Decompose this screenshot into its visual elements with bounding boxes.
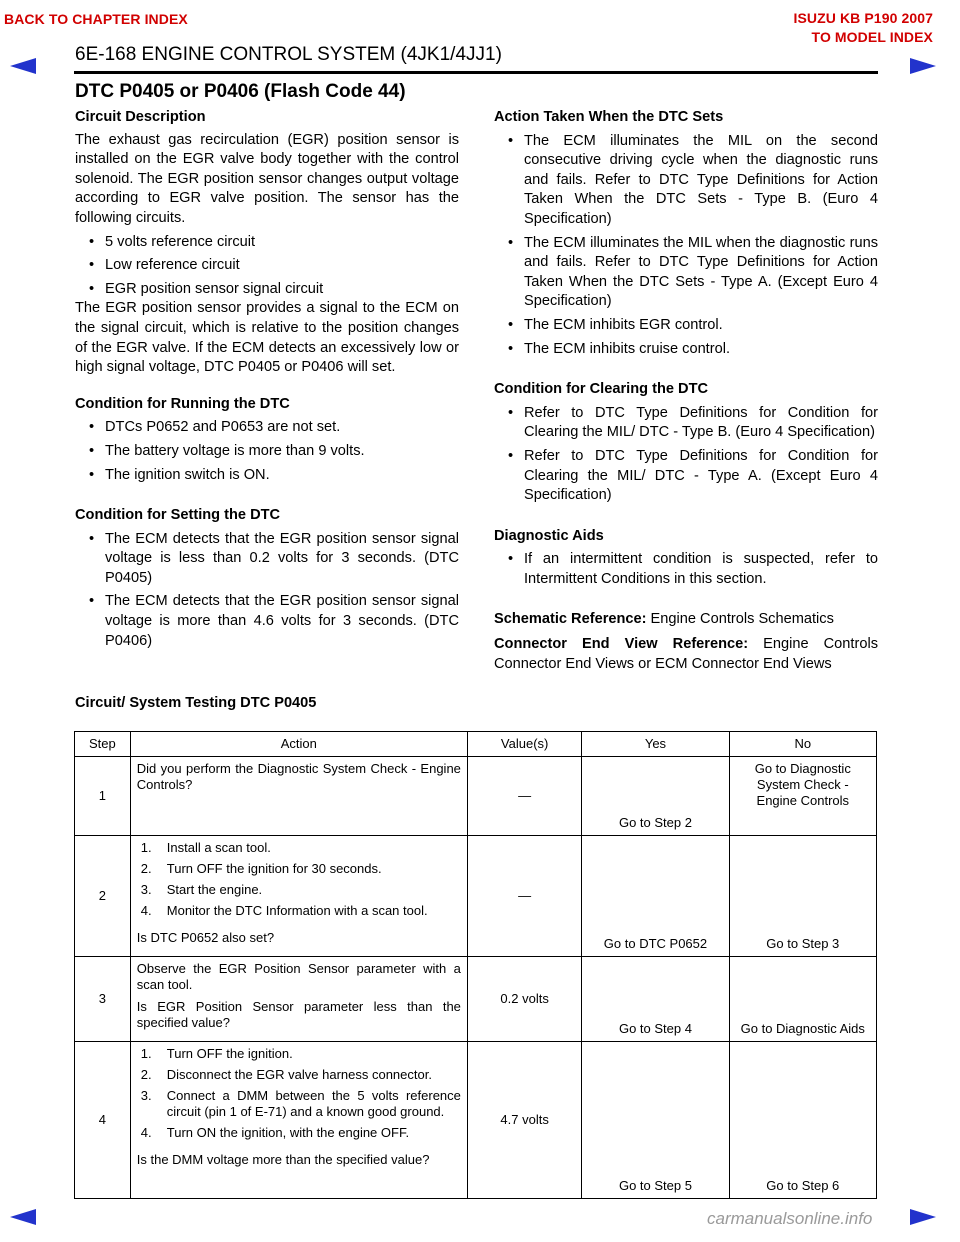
action-substep: 4. Turn ON the ignition, with the engine OFF. xyxy=(140,1125,410,1140)
table-row xyxy=(75,757,877,836)
left-column xyxy=(75,108,459,655)
table-title: Circuit/ System Testing DTC P0405 xyxy=(75,695,317,711)
no-cell: Go to Diagnostic System Check - Engine Controls xyxy=(754,761,851,808)
list-item: • The ECM inhibits EGR control. xyxy=(508,316,723,333)
list-item: • If an intermittent condition is suspected, refer to Intermittent Conditions in this section. xyxy=(508,551,878,587)
action-intro: Observe the EGR Position Sensor parameter with a scan tool. xyxy=(136,961,461,992)
page-header: 6E-168 ENGINE CONTROL SYSTEM (4JK1/4JJ1) xyxy=(75,44,502,65)
action-question: Is DTC P0652 also set? xyxy=(136,930,275,945)
list-item: • The ECM detects that the EGR position sensor signal voltage is less than 0.2 volts for 3 seconds. (DTC P0405) xyxy=(89,530,459,586)
action-substep: 1. Turn OFF the ignition. xyxy=(140,1046,293,1061)
action-substep: 3. Connect a DMM between the 5 volts reference circuit (pin 1 of E-71) and a known good ground. xyxy=(140,1088,461,1119)
circuit-testing-table xyxy=(74,731,877,1199)
clearing-heading: Condition for Clearing the DTC xyxy=(494,381,709,398)
next-page-arrow-bottom-icon[interactable] xyxy=(910,1209,936,1225)
value-cell: — xyxy=(518,788,532,803)
circuit-description-heading: Circuit Description xyxy=(75,109,206,125)
connector-reference: Connector End View Reference: Engine Controls Connector End Views or ECM Connector End Views xyxy=(494,636,878,672)
action-cell xyxy=(131,757,467,797)
setting-heading: Condition for Setting the DTC xyxy=(75,507,281,524)
table-header-row xyxy=(75,732,877,757)
right-column xyxy=(494,108,878,674)
circuit-description-text: The exhaust gas recirculation (EGR) position sensor is installed on the EGR valve body together with the control solenoid. The EGR position sensor changes output voltage according to EGR valve position. The sensor has the following circuits. xyxy=(75,131,459,226)
prev-page-arrow-bottom-icon[interactable] xyxy=(10,1209,36,1225)
action-question: Is the DMM voltage more than the specified value? xyxy=(136,1152,430,1167)
list-item: • DTCs P0652 and P0653 are not set. xyxy=(89,419,341,436)
aids-list xyxy=(494,550,878,589)
list-item: • The ECM illuminates the MIL when the diagnostic runs and fails. Refer to DTC Type Definitions for Action Taken When the DTC Sets - Type A. (Except Euro 4 Specification) xyxy=(508,234,878,310)
header-step: Step xyxy=(75,732,131,757)
header-values: Value(s) xyxy=(467,732,581,757)
table-row xyxy=(75,836,877,957)
step-number: 4 xyxy=(98,1112,106,1127)
next-page-arrow-icon[interactable] xyxy=(910,58,936,74)
list-item: • Refer to DTC Type Definitions for Condition for Clearing the MIL/ DTC - Type A. (Except Euro 4 Specification) xyxy=(508,447,878,504)
action-substep: 4. Monitor the DTC Information with a scan tool. xyxy=(140,903,428,918)
yes-cell: Go to Step 2 xyxy=(618,815,692,830)
value-cell: 0.2 volts xyxy=(500,991,549,1006)
list-item: • The ignition switch is ON. xyxy=(89,466,270,483)
clearing-list xyxy=(494,404,878,506)
section-title: DTC P0405 or P0406 (Flash Code 44) xyxy=(75,81,406,102)
back-to-chapter-index-link[interactable]: BACK TO CHAPTER INDEX xyxy=(4,11,188,27)
list-item: • The ECM illuminates the MIL on the second consecutive driving cycle when the diagnostic runs and fails. Refer to DTC Type Definitions for Action Taken When the DTC Sets - Type B. (Euro 4 Specification) xyxy=(508,132,878,227)
list-item: • Low reference circuit xyxy=(89,257,240,274)
action-substep: 1. Install a scan tool. xyxy=(140,840,271,855)
step-number: 1 xyxy=(98,788,106,803)
yes-cell: Go to Step 4 xyxy=(618,1021,692,1036)
setting-list xyxy=(75,530,459,652)
table-row xyxy=(75,1042,877,1199)
table-row xyxy=(75,957,877,1042)
yes-cell: Go to DTC P0652 xyxy=(603,936,708,951)
action-substep: 2. Turn OFF the ignition for 30 seconds. xyxy=(140,861,382,876)
step-number: 2 xyxy=(98,888,106,903)
action-substep: 2. Disconnect the EGR valve harness connector. xyxy=(140,1067,432,1082)
no-cell: Go to Step 3 xyxy=(766,936,840,951)
prev-page-arrow-icon[interactable] xyxy=(10,58,36,74)
circuit-description-text-2: The EGR position sensor provides a signal to the ECM on the signal circuit, which is relative to the position changes of the EGR valve. If the ECM detects an excessively low or high signal voltage, DTC P0405 or P0406 will set. xyxy=(75,300,459,376)
action-cell xyxy=(131,957,467,1035)
model-title-link[interactable]: ISUZU KB P190 2007 xyxy=(793,10,933,26)
list-item: • The battery voltage is more than 9 volts. xyxy=(89,442,365,459)
running-list xyxy=(75,418,459,485)
value-cell: — xyxy=(518,888,532,903)
yes-cell: Go to Step 5 xyxy=(618,1178,692,1193)
header-yes: Yes xyxy=(582,732,729,757)
list-item: • The ECM detects that the EGR position sensor signal voltage is more than 4.6 volts for 3 seconds. (DTC P0406) xyxy=(89,593,459,649)
action-list xyxy=(494,132,878,360)
list-item: • Refer to DTC Type Definitions for Condition for Clearing the MIL/ DTC - Type B. (Euro 4 Specification) xyxy=(508,404,878,441)
action-intro: Did you perform the Diagnostic System Check - Engine Controls? xyxy=(136,761,461,792)
list-item: • 5 volts reference circuit xyxy=(89,233,256,250)
action-cell xyxy=(131,836,467,950)
header-rule xyxy=(74,71,878,74)
header-action: Action xyxy=(130,732,467,757)
action-cell xyxy=(131,1042,467,1172)
action-substep: 3. Start the engine. xyxy=(140,882,263,897)
no-cell: Go to Step 6 xyxy=(766,1178,840,1193)
value-cell: 4.7 volts xyxy=(500,1112,549,1127)
diagnostic-aids-heading: Diagnostic Aids xyxy=(494,527,604,544)
circuit-list xyxy=(75,233,459,300)
list-item: • The ECM inhibits cruise control. xyxy=(508,340,731,357)
action-question: Is EGR Position Sensor parameter less than the specified value? xyxy=(136,999,461,1030)
running-heading: Condition for Running the DTC xyxy=(75,395,290,412)
action-taken-heading: Action Taken When the DTC Sets xyxy=(494,109,724,125)
schematic-reference: Schematic Reference: Engine Controls Schematics xyxy=(494,611,834,628)
no-cell: Go to Diagnostic Aids xyxy=(740,1021,865,1036)
list-item: • EGR position sensor signal circuit xyxy=(89,280,324,297)
watermark: carmanualsonline.info xyxy=(707,1209,873,1228)
to-model-index-link[interactable]: TO MODEL INDEX xyxy=(811,29,933,45)
step-number: 3 xyxy=(98,991,106,1006)
header-no: No xyxy=(729,732,876,757)
